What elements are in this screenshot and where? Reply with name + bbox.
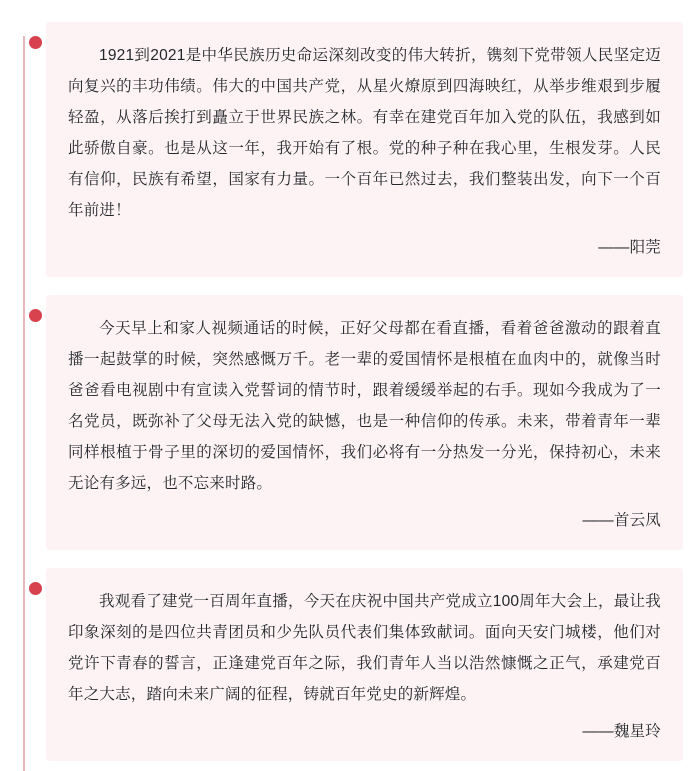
entry-author: ——魏星玲 bbox=[582, 723, 661, 740]
timeline-entry bbox=[12, 22, 683, 277]
entry-body-text: 我观看了建党一百周年直播，今天在庆祝中国共产党成立100周年大会上，最让我印象深刻的是四位共青团员和少先队员代表们集体致献词。面向天安门城楼，他们对党许下青春的誓言，正逢建党百年之际，我们青年人当以浩然慷慨之正气，承建党百年之大志，踏向未来广阔的征程，铸就百年党史的新辉煌。 bbox=[68, 593, 661, 703]
entry-body-text: 1921到2021是中华民族历史命运深刻改变的伟大转折，镌刻下党带领人民坚定迈向复兴的丰功伟绩。伟大的中国共产党，从星火燎原到四海映红，从举步维艰到步履轻盈，从落后挨打到矗立于世界民族之林。有幸在建党百年加入党的队伍，我感到如此骄傲自豪。也是从这一年，我开始有了根。党的种子种在我心里，生根发芽。人民有信仰，民族有希望，国家有力量。一个百年已然过去，我们整装出发，向下一个百年前进！ bbox=[68, 47, 661, 219]
entry-card bbox=[46, 568, 683, 761]
timeline-entry bbox=[12, 295, 683, 550]
timeline-dot-icon bbox=[29, 309, 42, 322]
timeline-dot-icon bbox=[29, 36, 42, 49]
timeline-entry bbox=[12, 568, 683, 761]
entry-body-text: 今天早上和家人视频通话的时候，正好父母都在看直播，看着爸爸激动的跟着直播一起鼓掌的时候，突然感慨万千。老一辈的爱国情怀是根植在血肉中的，就像当时爸爸看电视剧中有宣读入党誓词的情节时，跟着缓缓举起的右手。现如今我成为了一名党员，既弥补了父母无法入党的缺憾，也是一种信仰的传承。未来，带着青年一辈同样根植于骨子里的深切的爱国情怀，我们必将有一分热发一分光，保持初心，未来无论有多远，也不忘来时路。 bbox=[68, 320, 661, 492]
entry-card bbox=[46, 295, 683, 550]
entry-author: ——阳莞 bbox=[598, 239, 661, 256]
entry-card bbox=[46, 22, 683, 277]
timeline-dot-icon bbox=[29, 582, 42, 595]
entry-author: ——首云凤 bbox=[582, 512, 661, 529]
timeline-entry-list bbox=[12, 22, 683, 761]
